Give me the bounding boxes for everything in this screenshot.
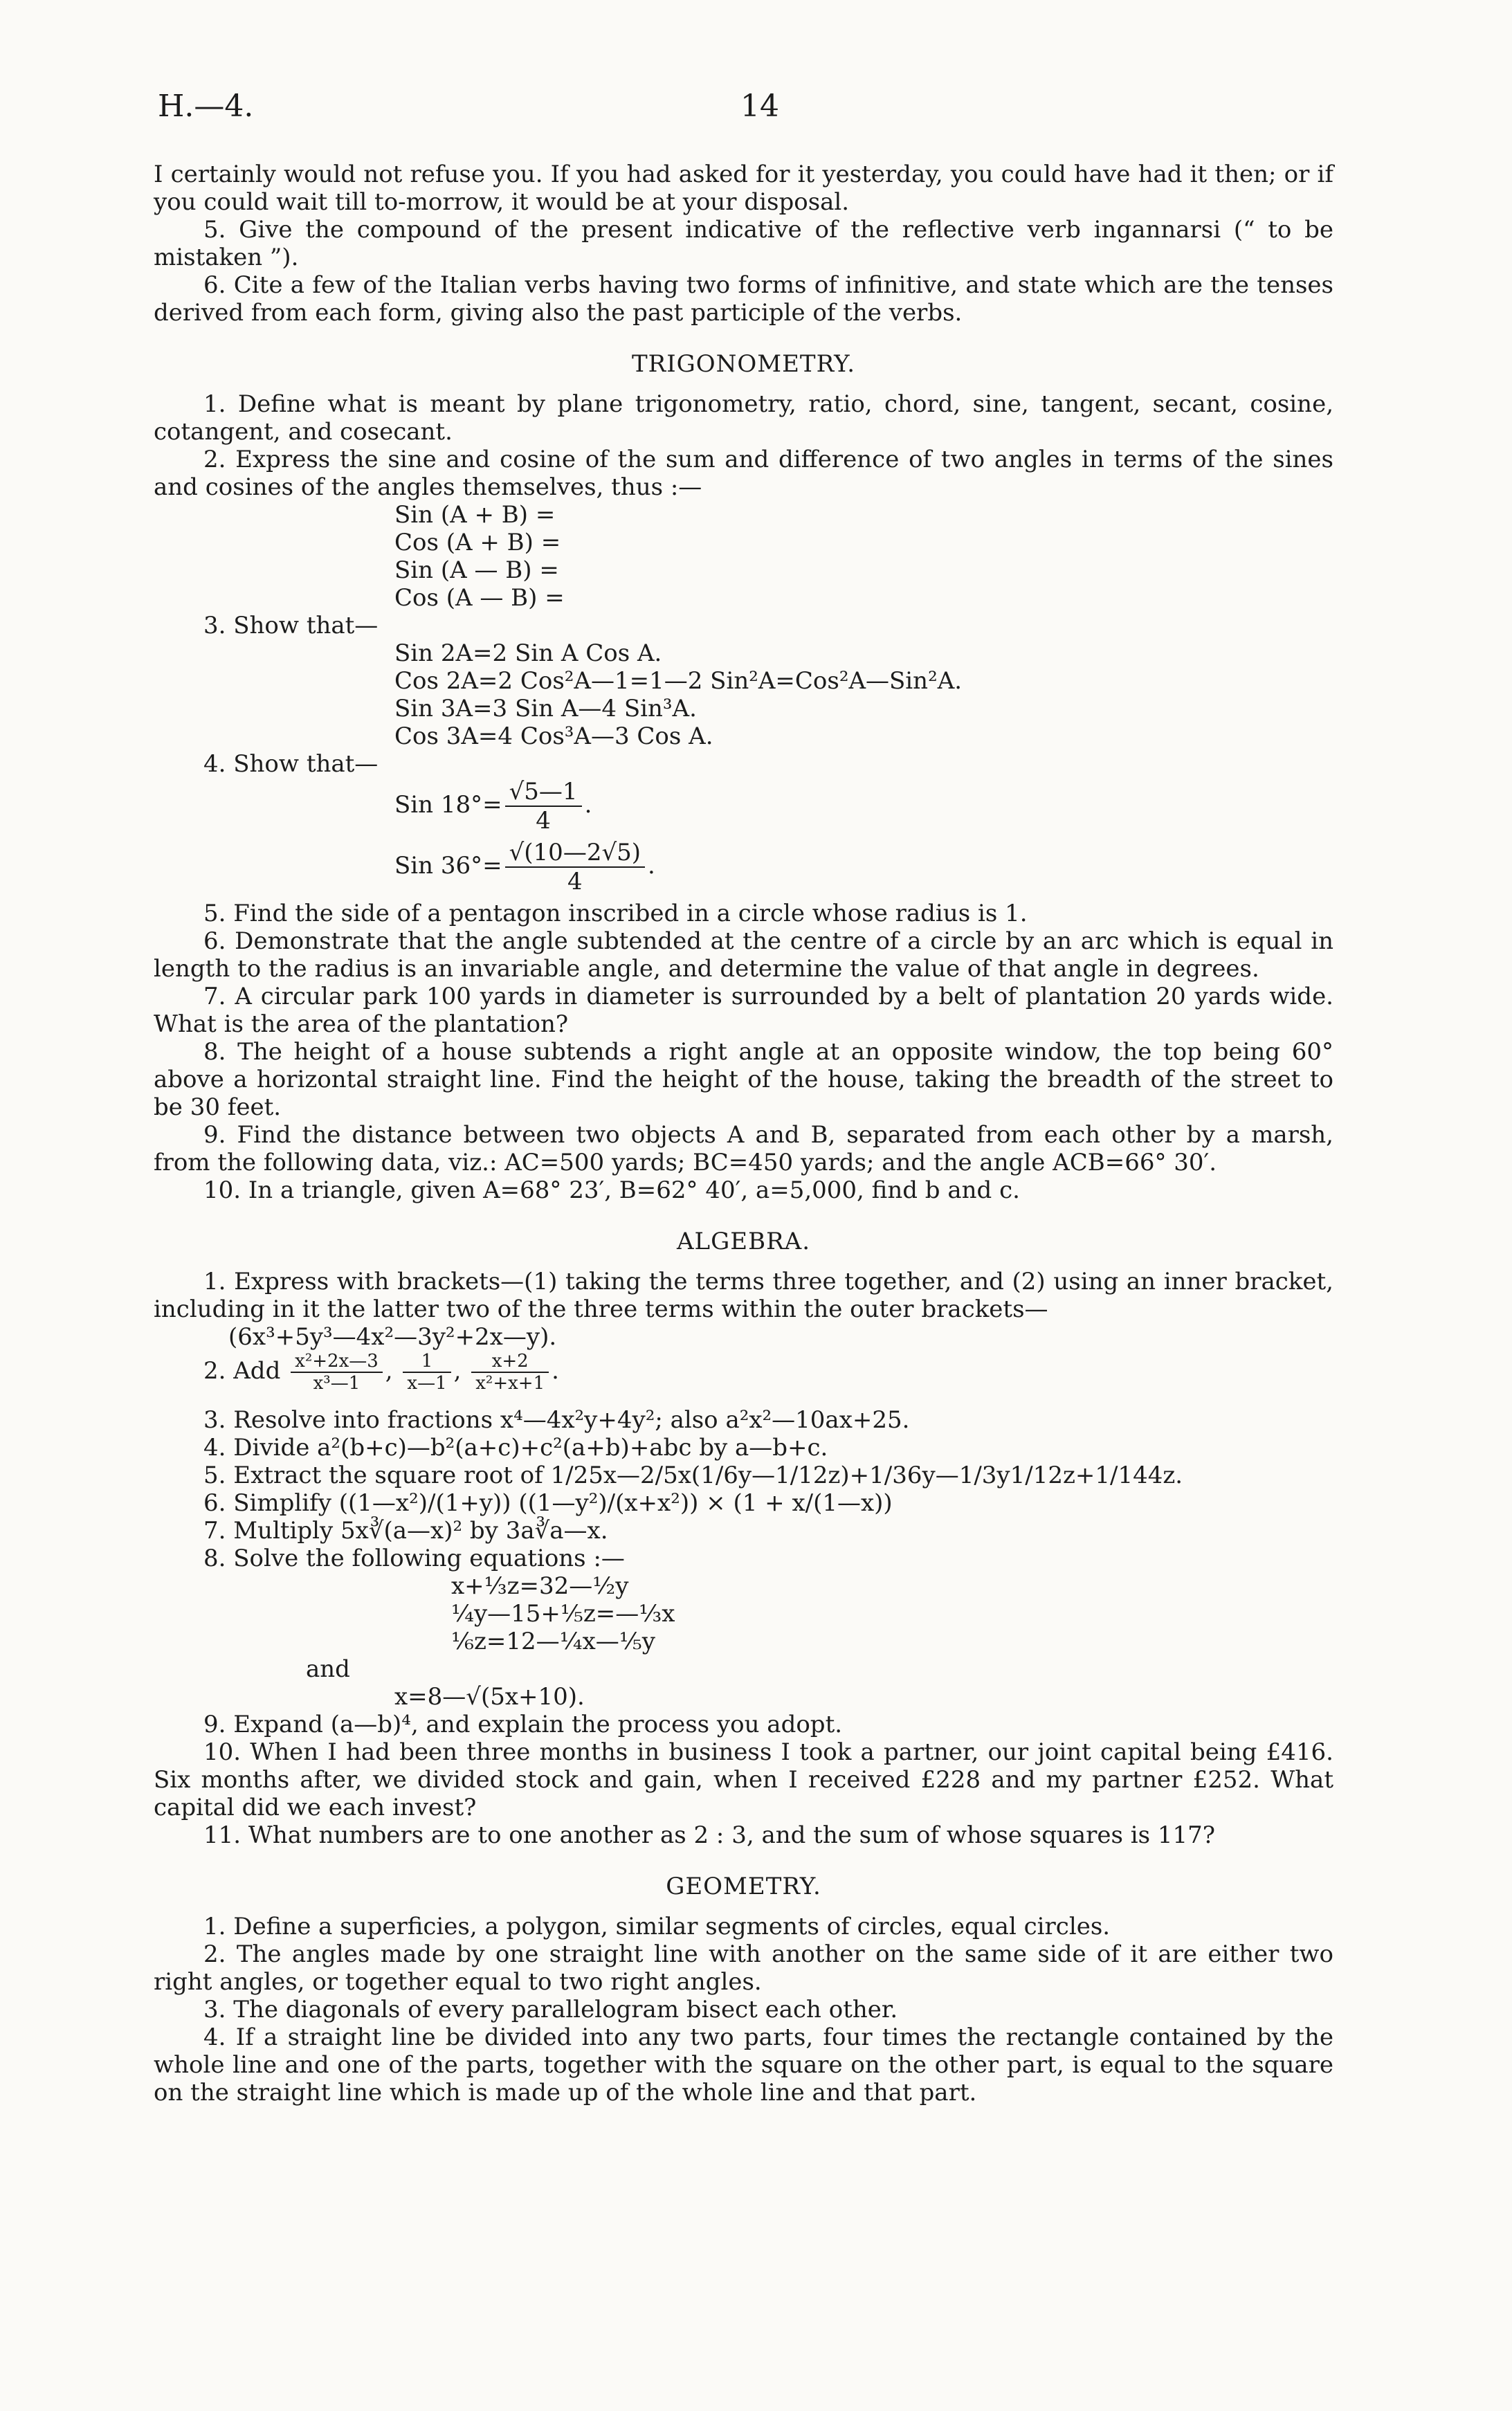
trig-q6: 6. Demonstrate that the angle subtended at the centre of a circle by an arc which is equal in length to the radius is an invariable angle, and determine the value of that angle in degrees. <box>154 927 1333 983</box>
alg-q5: 5. Extract the square root of 1/25x—2/5x(1/6y—1/12z)+1/36y—1/3y1/12z+1/144z. <box>203 1462 1183 1489</box>
formula-lhs: Sin 36°= <box>394 852 502 880</box>
fraction-denominator: x—1 <box>407 1373 447 1394</box>
fraction <box>291 1351 383 1394</box>
formula-line: Sin (A — B) = <box>394 556 559 584</box>
algebra-heading: ALGEBRA. <box>676 1228 811 1255</box>
formula-line: Cos (A + B) = <box>394 529 561 556</box>
geo-q2: 2. The angles made by one straight line with another on the same side of it are either two right angles, or together equal to two right angles. <box>154 1940 1333 1996</box>
trig-q2: 2. Express the sine and cosine of the sum and difference of two angles in terms of the sines and cosines of the angles themselves, thus :— <box>154 446 1333 501</box>
trig-q3-formulas <box>154 639 1333 750</box>
alg-q6: 6. Simplify ((1—x²)/(1+y)) ((1—y²)/(x+x²)) × (1 + x/(1—x)) <box>203 1489 893 1517</box>
fraction-denominator: x³—1 <box>313 1373 361 1394</box>
fraction-numerator: √(10—2√5) <box>505 839 645 868</box>
equation-line: ¼y—15+⅕z=—⅓x <box>451 1600 675 1628</box>
trig-q3: 3. Show that— <box>203 612 379 639</box>
page-number: 14 <box>740 89 779 124</box>
fraction-numerator: 1 <box>403 1351 450 1373</box>
formula-line: Cos 3A=4 Cos³A—3 Cos A. <box>394 722 713 750</box>
trig-q9: 9. Find the distance between two objects A and B, separated from each other by a marsh, from the following data, viz.: AC=500 yards; BC=450 yards; and the angle ACB=66° 30′. <box>154 1121 1333 1176</box>
formula-fraction-line: Sin 18°= $\frac{√5—1}{4}$ . <box>394 778 592 835</box>
formula-fraction-line: Sin 36°= $\frac{√(10—2√5)}{4}$ . <box>394 839 655 895</box>
alg-q2-label: 2. Add <box>203 1357 281 1385</box>
fraction-numerator: x+2 <box>471 1351 549 1373</box>
formula-line: Sin (A + B) = <box>394 501 556 529</box>
fraction <box>505 778 582 835</box>
formula-line: Sin 2A=2 Sin A Cos A. <box>394 639 662 667</box>
fraction <box>471 1351 549 1394</box>
trig-q5: 5. Find the side of a pentagon inscribed in a circle whose radius is 1. <box>203 900 1028 927</box>
header-ref: H.—4. <box>158 89 254 124</box>
alg-q10: 10. When I had been three months in business I took a partner, our joint capital being £416. Six months after, we divided stock and gain, when I received £228 and my partner £252. What capital did we each invest? <box>154 1738 1333 1821</box>
alg-q8-equation-2: x=8—√(5x+10). <box>394 1683 585 1711</box>
fraction-numerator: x²+2x—3 <box>291 1351 383 1373</box>
geo-q3: 3. The diagonals of every parallelogram bisect each other. <box>203 1996 898 2023</box>
alg-q7: 7. Multiply 5x∛(a—x)² by 3a∛a—x. <box>203 1517 608 1545</box>
fraction-numerator: √5—1 <box>505 778 582 807</box>
equation-line: x+⅓z=32—½y <box>451 1572 629 1600</box>
formula-line: Sin 3A=3 Sin A—4 Sin³A. <box>394 695 697 722</box>
alg-q4: 4. Divide a²(b+c)—b²(a+c)+c²(a+b)+abc by a—b+c. <box>203 1434 828 1462</box>
alg-q2: 2. Add $\frac{\text{x²+2x—3}}{\text{x³—1}}$ , $\frac{1}{x—1}$ , $\frac{x+2}{\text{x²+x+1}}$ . <box>203 1351 559 1394</box>
alg-q8: 8. Solve the following equations :— <box>203 1545 625 1572</box>
alg-q3: 3. Resolve into fractions x⁴—4x²y+4y²; also a²x²—10ax+25. <box>203 1406 910 1434</box>
trig-q2-formulas <box>154 501 1333 612</box>
page-content <box>154 161 1333 2107</box>
trigonometry-heading: TRIGONOMETRY. <box>631 350 856 378</box>
formula-line: Cos 2A=2 Cos²A—1=1—2 Sin²A=Cos²A—Sin²A. <box>394 667 963 695</box>
trig-q4: 4. Show that— <box>203 750 379 778</box>
trig-q8: 8. The height of a house subtends a right angle at an opposite window, the top being 60° above a horizontal straight line. Find the height of the house, taking the breadth of the street to be 30 feet. <box>154 1038 1333 1121</box>
trig-q7: 7. A circular park 100 yards in diameter is surrounded by a belt of plantation 20 yards wide. What is the area of the plantation? <box>154 983 1333 1038</box>
equation-line: ⅙z=12—¼x—⅕y <box>451 1628 655 1655</box>
alg-q8-equations <box>154 1572 1333 1655</box>
geo-q4: 4. If a straight line be divided into any two parts, four times the rectangle contained by the whole line and one of the parts, together with the square on the other part, is equal to the square on the straight line which is made up of the whole line and that part. <box>154 2023 1333 2107</box>
italian-continuation: I certainly would not refuse you. If you had asked for it yesterday, you could have had it then; or if you could wait till to-morrow, it would be at your disposal. <box>154 161 1333 216</box>
geo-q1: 1. Define a superficies, a polygon, similar segments of circles, equal circles. <box>203 1913 1111 1940</box>
trig-q1: 1. Define what is meant by plane trigonometry, ratio, chord, sine, tangent, secant, cosine, cotangent, and cosecant. <box>154 390 1333 446</box>
alg-q11: 11. What numbers are to one another as 2 : 3, and the sum of whose squares is 117? <box>203 1821 1216 1849</box>
fraction-denominator: x²+x+1 <box>475 1373 545 1394</box>
italian-q6: 6. Cite a few of the Italian verbs having two forms of infinitive, and state which are the tenses derived from each form, giving also the past participle of the verbs. <box>154 271 1333 327</box>
formula-line: Cos (A — B) = <box>394 584 565 612</box>
alg-q8-and: and <box>306 1655 350 1683</box>
alg-q9: 9. Expand (a—b)⁴, and explain the process you adopt. <box>203 1711 843 1738</box>
fraction <box>505 839 645 895</box>
geometry-heading: GEOMETRY. <box>666 1873 821 1900</box>
trig-q4-formulas <box>154 778 1333 900</box>
fraction <box>403 1351 450 1394</box>
alg-q1-expression: (6x³+5y³—4x²—3y²+2x—y). <box>228 1323 557 1351</box>
formula-lhs: Sin 18°= <box>394 791 502 819</box>
alg-q1: 1. Express with brackets—(1) taking the terms three together, and (2) using an inner bracket, including in it the latter two of the three terms within the outer brackets— <box>154 1268 1333 1323</box>
italian-q5: 5. Give the compound of the present indicative of the reflective verb ingannarsi (“ to be mistaken ”). <box>154 216 1333 271</box>
fraction-denominator: 4 <box>567 868 583 895</box>
fraction-denominator: 4 <box>536 807 551 835</box>
trig-q10: 10. In a triangle, given A=68° 23′, B=62° 40′, a=5,000, find b and c. <box>203 1176 1020 1204</box>
